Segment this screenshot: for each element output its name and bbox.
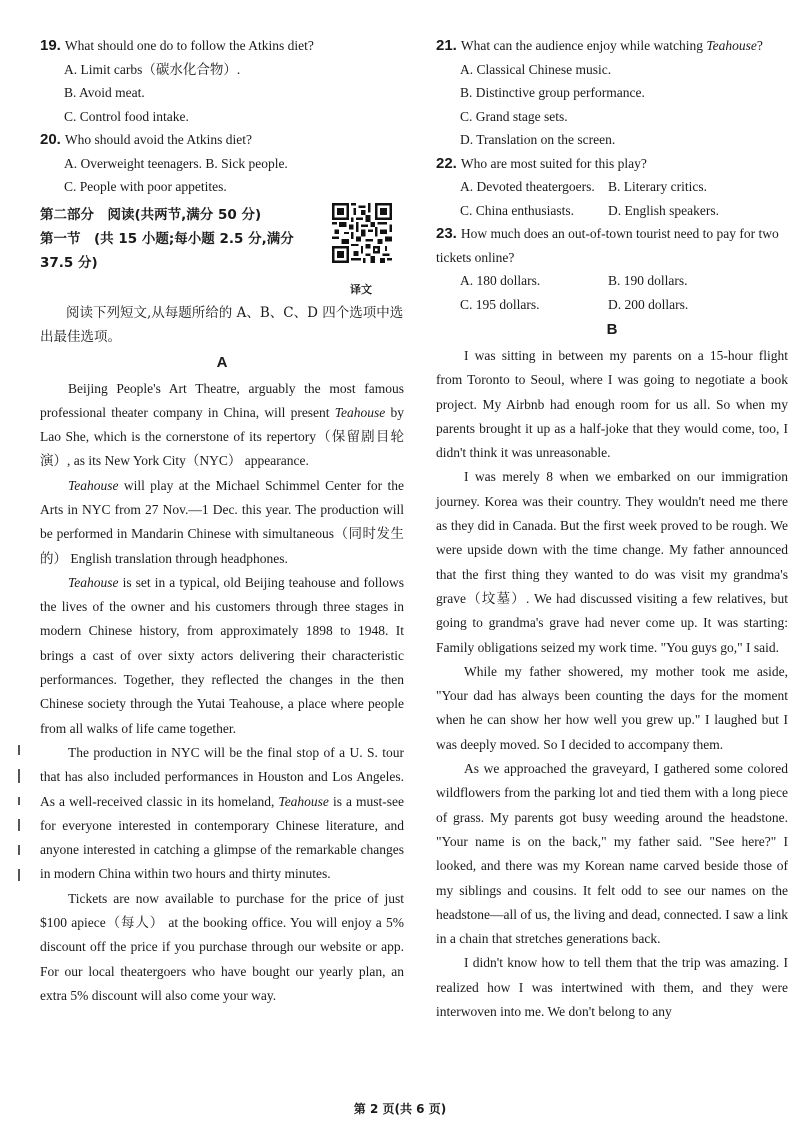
passage-paragraph: Teahouse is set in a typical, old Beijing teahouse and follows the lives of the owner and his customers through three stages in modern Chinese history, from approximately 1898 to 1948. It brings a cast of over sixty actors delivering their characteristic performances. Together, they reflected the changes in the then Chinese society through the Yutai Teahouse, a place where people from all walks of life came together.	[40, 574, 404, 736]
passage-paragraph: I was sitting in between my parents on a 15-hour flight from Toronto to Seoul, where I was going to negotiate a book project. My Airbnb had enough room for us all. So when my parents brought it up as a half-joke that they would come, too, I didn't think it was unreasonable.	[436, 348, 788, 461]
passage-b-body	[436, 344, 788, 1024]
question-number: 21.	[436, 37, 457, 54]
passage-paragraph: While my father showered, my mother took me aside, "Your dad has always been counting the days for the moment when he can show her how well you grew up." I laughed but I was deeply moved. So I decided to accompany them.	[436, 663, 788, 752]
left-column	[40, 34, 404, 1008]
section-sub-title: 第一节 (共 15 小题;每小题 2.5 分,满分 37.5 分)	[40, 230, 294, 271]
option: C. People with poor appetites.	[64, 179, 227, 194]
question-22	[436, 152, 788, 223]
question-number: 22.	[436, 154, 457, 172]
option: C. 195 dollars.	[460, 296, 540, 312]
reading-section-header	[40, 203, 404, 301]
option-row	[436, 269, 788, 293]
question-23	[436, 222, 788, 316]
binding-margin-marks	[18, 745, 21, 895]
passage-paragraph: The production in NYC will be the final stop of a U. S. tour that has also included performances in Houston and Los Angeles. As a well-received classic in its homeland, Teahouse is a must-see for everyone interested in contemporary Chinese literature, and anyone interested in catching a glimpse of the remarkable changes in modern China within two hours and thirty minutes.	[40, 744, 404, 882]
question-text: Who are most suited for this play?	[460, 155, 647, 171]
option: D. 200 dollars.	[608, 296, 689, 312]
question-text: What should one do to follow the Atkins diet?	[64, 38, 314, 53]
option: C. Control food intake.	[64, 108, 189, 124]
passage-b-heading: B	[606, 321, 618, 338]
passage-a-heading: A	[216, 353, 228, 371]
option: B. Distinctive group performance.	[460, 85, 645, 100]
right-column	[436, 34, 788, 1024]
page-footer: 第 2 页(共 6 页)	[353, 1102, 447, 1116]
option: B. Avoid meat.	[64, 85, 145, 100]
option-row	[436, 175, 788, 199]
question-20	[40, 128, 404, 199]
option: C. Grand stage sets.	[460, 108, 568, 124]
qr-code-icon[interactable]	[332, 203, 392, 263]
question-text: Who should avoid the Atkins diet?	[64, 132, 252, 147]
question-number: 20.	[40, 131, 61, 148]
question-text: What can the audience enjoy while watching Teahouse?	[460, 38, 763, 53]
option: D. English speakers.	[608, 202, 719, 218]
section-instruction: 阅读下列短文,从每题所给的 A、B、C、D 四个选项中选出最佳选项。	[40, 304, 404, 345]
passage-paragraph: Teahouse will play at the Michael Schimmel Center for the Arts in NYC from 27 Nov.—1 Dec. this year. The production will be performed in Mandarin Chinese with simultaneous（同时发生的） English translation through headphones.	[40, 477, 404, 566]
question-19	[40, 34, 404, 128]
question-text: How much does an out-of-town tourist need to pay for two tickets online?	[436, 226, 779, 265]
option: A. Classical Chinese music.	[460, 61, 612, 77]
option: B. 190 dollars.	[608, 273, 688, 288]
passage-paragraph: I didn't know how to tell them that the trip was amazing. I realized how I was intertwined with them, and they were interwoven into me. We don't belong to any	[436, 955, 788, 1020]
option-row	[436, 293, 788, 317]
passage-paragraph: As we approached the graveyard, I gathered some colored wildflowers from the parking lot and tied them with a long piece of grass. My parents got busy weeding around the headstone. "Your name is on the back," my father said. "See here?" I looked, and there was my Korean name carved beside those of my siblings and cousins. It felt odd to see our names on the headstone—all of us, the living and dead, connected. I saw a link in a chain that stretches generations back.	[436, 761, 788, 947]
passage-paragraph: Beijing People's Art Theatre, arguably the most famous professional theater company in China, will present Teahouse by Lao She, which is the cornerstone of its repertory（保留剧目轮演）, as its New York City（NYC） appearance.	[40, 380, 404, 469]
passage-paragraph: I was merely 8 when we embarked on our immigration journey. Korea was their country. They wouldn't need me there as they did in Canada. But the first week proved to be rough. We were upside down with the time change. My father announced that the first thing they wanted to do was visit my grandma's grave（坟墓）. We had discussed visiting a few relatives, but going to grandma's grave had never come up. It was starting: Family obligations seized my work time. "You guys go," I said.	[436, 469, 788, 655]
section-part-title: 第二部分 阅读(共两节,满分 50 分)	[40, 206, 262, 223]
passage-paragraph: Tickets are now available to purchase for the price of just $100 apiece（每人） at the booking office. You will enjoy a 5% discount off the price if you purchase through our website or app. For our local theatergoers who have bought our yearly plan, an extra 5% discount will also come your way.	[40, 890, 404, 1003]
question-21	[436, 34, 788, 152]
option: A. Devoted theatergoers.	[460, 179, 595, 194]
question-number: 23.	[436, 225, 457, 242]
qr-translation-label: 译文	[350, 282, 372, 296]
option-row	[436, 199, 788, 223]
option: A. 180 dollars.	[460, 273, 541, 288]
option: A. Overweight teenagers. B. Sick people.	[64, 155, 288, 171]
passage-a-body	[40, 377, 404, 1009]
option: D. Translation on the screen.	[460, 132, 616, 147]
option: A. Limit carbs（碳水化合物）.	[64, 61, 241, 77]
option: B. Literary critics.	[608, 179, 707, 194]
option: C. China enthusiasts.	[460, 202, 574, 218]
question-number: 19.	[40, 37, 61, 54]
